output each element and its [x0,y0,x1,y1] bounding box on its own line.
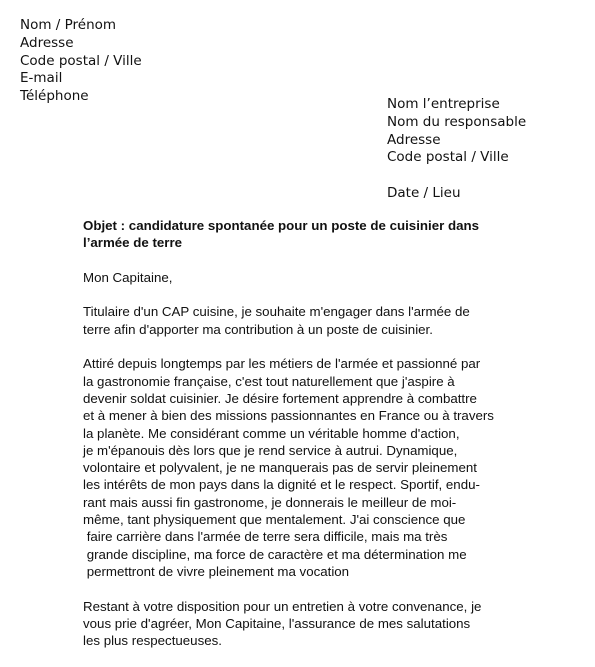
sender-phone: Téléphone [20,88,89,105]
sender-address: Adresse [20,34,74,51]
paragraph-line: Attiré depuis longtemps par les métiers de l'armée et passionné par [83,356,481,372]
subject-line: Objet : candidature spontanée pour un poste de cuisinier dans [83,218,480,233]
sender-email: E-mail [20,70,63,87]
paragraph-line: terre afin d'apporter ma contribution à un poste de cuisinier. [83,321,433,337]
sender-name: Nom / Prénom [20,17,117,33]
recipient-manager: Nom du responsable [387,113,527,130]
letter-body [83,217,523,667]
recipient-block [387,96,526,203]
paragraph-line: la gastronomie française, c'est tout naturellement que j'aspire à [83,373,455,389]
paragraph-line: Titulaire d'un CAP cuisine, je souhaite m'engager dans l'armée de [83,304,470,320]
paragraph-line: les intérêts de mon pays dans la dignité et le respect. Sportif, endu- [83,477,480,493]
paragraph-intro [83,303,523,338]
paragraph-line: vous prie d'agréer, Mon Capitaine, l'assurance de mes salutations [83,615,471,631]
sender-postal-city: Code postal / Ville [20,52,142,69]
salutation-text: Mon Capitaine, [83,269,173,285]
recipient-address: Adresse [387,131,441,148]
paragraph-line: Restant à votre disposition pour un entretien à votre convenance, je [83,598,482,614]
salutation [83,269,523,286]
paragraph-line: je m'épanouis dès lors que je rend service à autrui. Dynamique, [83,442,458,458]
paragraph-closing [83,598,523,650]
paragraph-line: permettront de vivre pleinement ma vocation [83,563,350,579]
paragraph-line: et à mener à bien des missions passionnantes en France ou à travers [83,408,494,424]
paragraph-line: volontaire et polyvalent, je ne manquerais pas de servir pleinement [83,460,477,476]
subject-line: l’armée de terre [83,235,183,251]
paragraph-line: la planète. Me considérant comme un véritable homme d'action, [83,425,460,441]
recipient-postal-city: Code postal / Ville [387,149,509,166]
paragraph-line: grande discipline, ma force de caractère et ma détermination me [83,546,467,562]
paragraph-line: devenir soldat cuisinier. Je désire fortement apprendre à combattre [83,390,477,406]
paragraph-line: même, tant physiquement que mentalement. J'ai conscience que [83,512,466,528]
sender-block [20,17,142,106]
paragraph-motivation [83,355,523,580]
recipient-company: Nom l’entreprise [387,96,500,112]
letter-subject [83,217,523,252]
paragraph-line: rant mais aussi fin gastronome, je donnerais le meilleur de moi- [83,494,457,510]
date-place: Date / Lieu [387,184,461,201]
paragraph-line: les plus respectueuses. [83,633,222,649]
paragraph-line: faire carrière dans l'armée de terre sera difficile, mais ma très [83,529,448,545]
